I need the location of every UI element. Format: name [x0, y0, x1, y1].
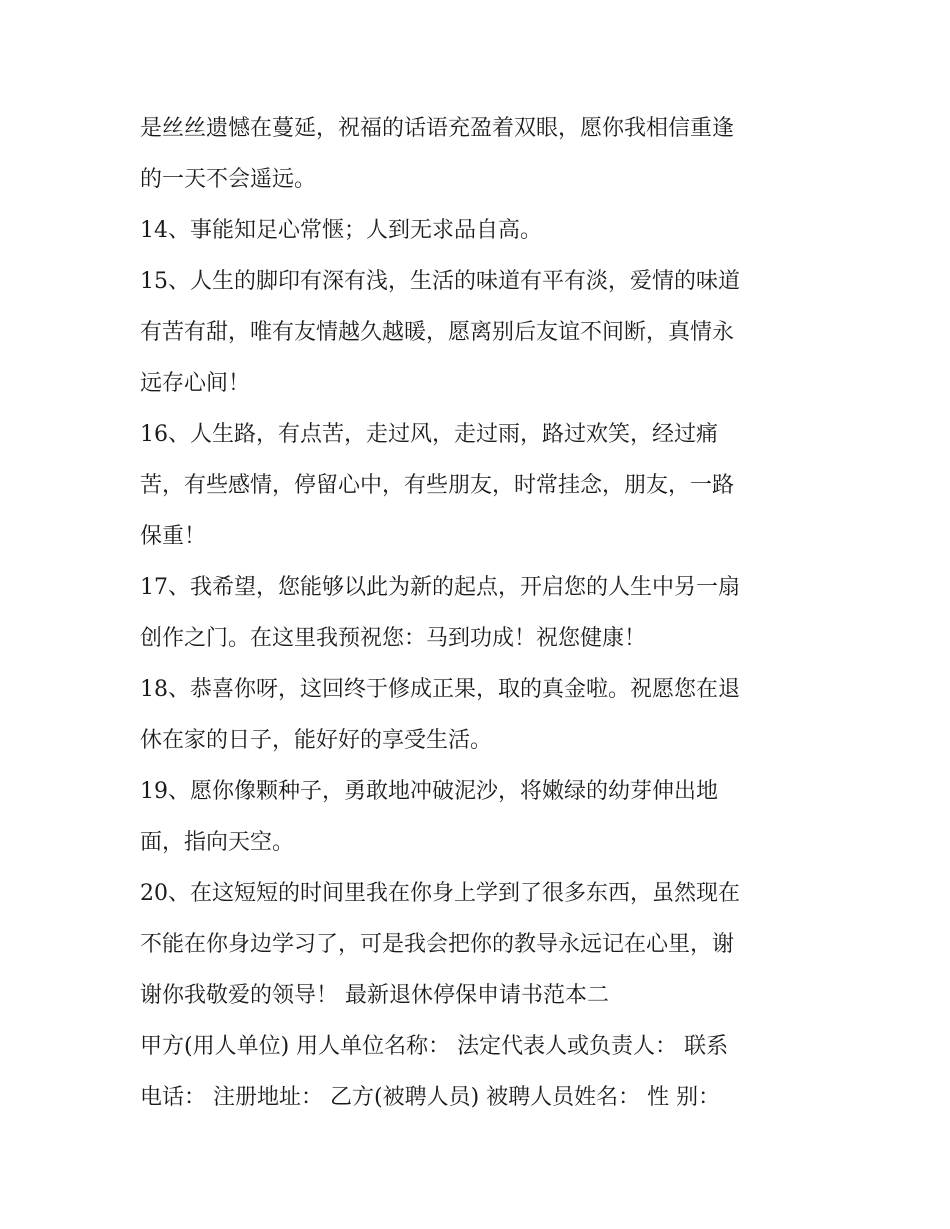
text-line: 休在家的日子，能好好的享受生活。	[140, 728, 493, 753]
text-line: 16、人生路，有点苦，走过风，走过雨，路过欢笑，经过痛	[140, 422, 718, 447]
text-line: 苦，有些感情，停留心中，有些朋友，时常挂念，朋友，一路	[140, 473, 735, 498]
text-line: 的一天不会遥远。	[140, 167, 317, 192]
text-line: 20、在这短短的时间里我在你身上学到了很多东西，虽然现在	[140, 881, 740, 906]
text-line: 保重！	[140, 524, 207, 549]
text-line: 不能在你身边学习了，可是我会把你的教导永远记在心里，谢	[140, 932, 735, 957]
text-line: 创作之门。在这里我预祝您：马到功成！祝您健康！	[140, 626, 647, 651]
text-line: 17、我希望，您能够以此为新的起点，开启您的人生中另一扇	[140, 575, 740, 600]
text-line: 18、恭喜你呀，这回终于修成正果，取的真金啦。祝愿您在退	[140, 677, 740, 702]
text-line: 面，指向天空。	[140, 830, 295, 855]
text-line: 有苦有甜，唯有友情越久越暖，愿离别后友谊不间断，真情永	[140, 320, 735, 345]
text-line: 甲方(用人单位) 用人单位名称： 法定代表人或负责人： 联系	[140, 1034, 729, 1059]
text-line: 谢你我敬爱的领导！ 最新退休停保申请书范本二	[140, 983, 609, 1008]
text-line: 远存心间！	[140, 371, 251, 396]
text-line: 14、事能知足心常惬；人到无求品自高。	[140, 218, 542, 243]
text-line: 是丝丝遗憾在蔓延，祝福的话语充盈着双眼，愿你我相信重逢	[140, 116, 735, 141]
text-line: 15、人生的脚印有深有浅，生活的味道有平有淡，爱情的味道	[140, 269, 740, 294]
document-body	[140, 103, 820, 1123]
text-line: 19、愿你像颗种子，勇敢地冲破泥沙，将嫩绿的幼芽伸出地	[140, 779, 718, 804]
text-line: 电话： 注册地址： 乙方(被聘人员) 被聘人员姓名： 性 别：	[140, 1085, 721, 1110]
